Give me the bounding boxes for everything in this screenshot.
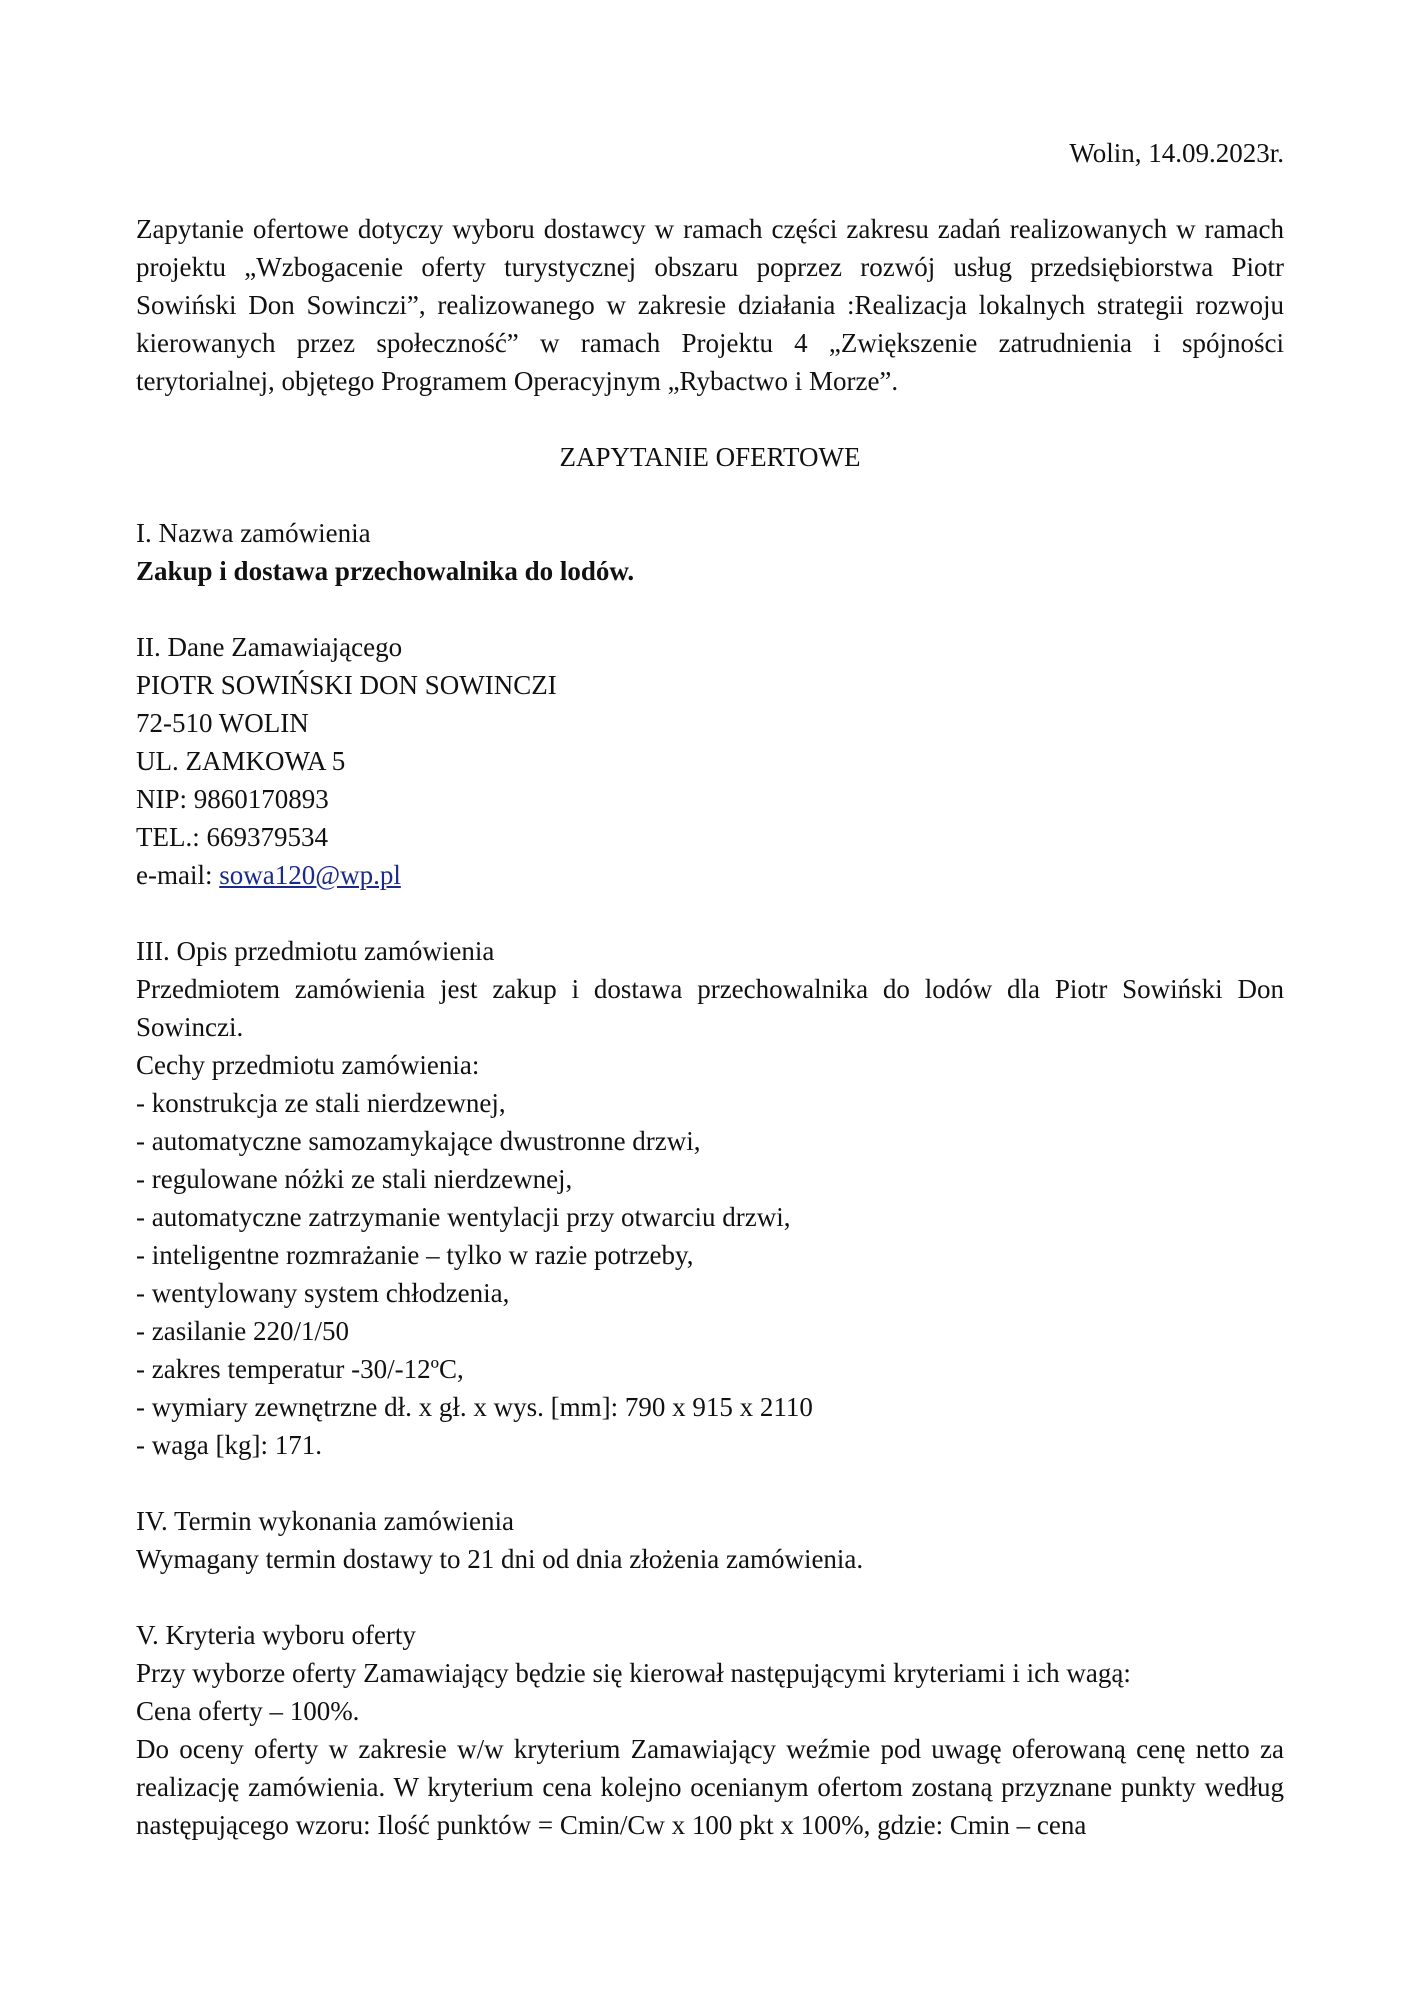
- spacer: [136, 1578, 1284, 1616]
- list-item: - waga [kg]: 171.: [136, 1430, 322, 1460]
- section-5-line-2: Cena oferty – 100%.: [136, 1696, 360, 1726]
- list-item: - automatyczne zatrzymanie wentylacji przy otwarciu drzwi,: [136, 1202, 791, 1232]
- spacer: [136, 476, 1284, 514]
- document-title: ZAPYTANIE OFERTOWE: [559, 442, 861, 472]
- place-date: Wolin, 14.09.2023r.: [1069, 138, 1284, 168]
- list-item: - zakres temperatur -30/-12ºC,: [136, 1354, 464, 1384]
- list-item: - automatyczne samozamykające dwustronne drzwi,: [136, 1126, 701, 1156]
- email-link[interactable]: sowa120@wp.pl: [219, 860, 401, 890]
- features-list: [136, 1084, 1284, 1464]
- orderer-name: PIOTR SOWIŃSKI DON SOWINCZI: [136, 670, 557, 700]
- orderer-phone: TEL.: 669379534: [136, 822, 328, 852]
- list-item: - regulowane nóżki ze stali nierdzewnej,: [136, 1164, 573, 1194]
- orderer-street: UL. ZAMKOWA 5: [136, 746, 346, 776]
- list-item: - zasilanie 220/1/50: [136, 1316, 349, 1346]
- list-item: - wentylowany system chłodzenia,: [136, 1278, 510, 1308]
- spacer: [136, 172, 1284, 210]
- section-4-heading: IV. Termin wykonania zamówienia: [136, 1506, 515, 1536]
- section-5-text: Do oceny oferty w zakresie w/w kryterium Zamawiający weźmie pod uwagę oferowaną cenę netto za realizację zamówienia. W kryterium cena kolejno ocenianym ofertom zostaną przyznane punkty według następującego wzoru: Ilość punktów = Cmin/Cw x 100 pkt x 100%, gdzie: Cmin – cena: [136, 1734, 1284, 1840]
- intro-paragraph: Zapytanie ofertowe dotyczy wyboru dostawcy w ramach części zakresu zadań realizowanych w ramach projektu „Wzbogacenie oferty turystycznej obszaru poprzez rozwój usług przedsiębiorstwa Piotr Sowiński Don Sowinczi”, realizowanego w zakresie działania :Realizacja lokalnych strategii rozwoju kierowanych przez społeczność” w ramach Projektu 4 „Zwiększenie zatrudnienia i spójności terytorialnej, objętego Programem Operacyjnym „Rybactwo i Morze”.: [136, 214, 1284, 396]
- spacer: [136, 894, 1284, 932]
- section-4-text: Wymagany termin dostawy to 21 dni od dnia złożenia zamówienia.: [136, 1544, 864, 1574]
- list-item: - inteligentne rozmrażanie – tylko w razie potrzeby,: [136, 1240, 694, 1270]
- section-5-line-1: Przy wyborze oferty Zamawiający będzie się kierował następującymi kryteriami i ich wagą:: [136, 1658, 1131, 1688]
- spacer: [136, 590, 1284, 628]
- spacer: [136, 400, 1284, 438]
- section-3-heading: III. Opis przedmiotu zamówienia: [136, 936, 495, 966]
- orderer-email-line: [136, 856, 1284, 894]
- section-2-heading: II. Dane Zamawiającego: [136, 632, 403, 662]
- email-label: e-mail:: [136, 860, 220, 890]
- orderer-nip: NIP: 9860170893: [136, 784, 329, 814]
- section-5-heading: V. Kryteria wyboru oferty: [136, 1620, 416, 1650]
- section-1-heading: I. Nazwa zamówienia: [136, 518, 371, 548]
- list-item: - wymiary zewnętrzne dł. x gł. x wys. [mm]: 790 x 915 x 2110: [136, 1392, 813, 1422]
- spacer: [136, 1464, 1284, 1502]
- list-item: - konstrukcja ze stali nierdzewnej,: [136, 1088, 506, 1118]
- orderer-city: 72-510 WOLIN: [136, 708, 309, 738]
- section-1-text: Zakup i dostawa przechowalnika do lodów.: [136, 556, 635, 586]
- features-heading: Cechy przedmiotu zamówienia:: [136, 1050, 480, 1080]
- document-page: [136, 134, 1284, 1844]
- section-3-text: Przedmiotem zamówienia jest zakup i dostawa przechowalnika do lodów dla Piotr Sowiński Don Sowinczi.: [136, 974, 1284, 1042]
